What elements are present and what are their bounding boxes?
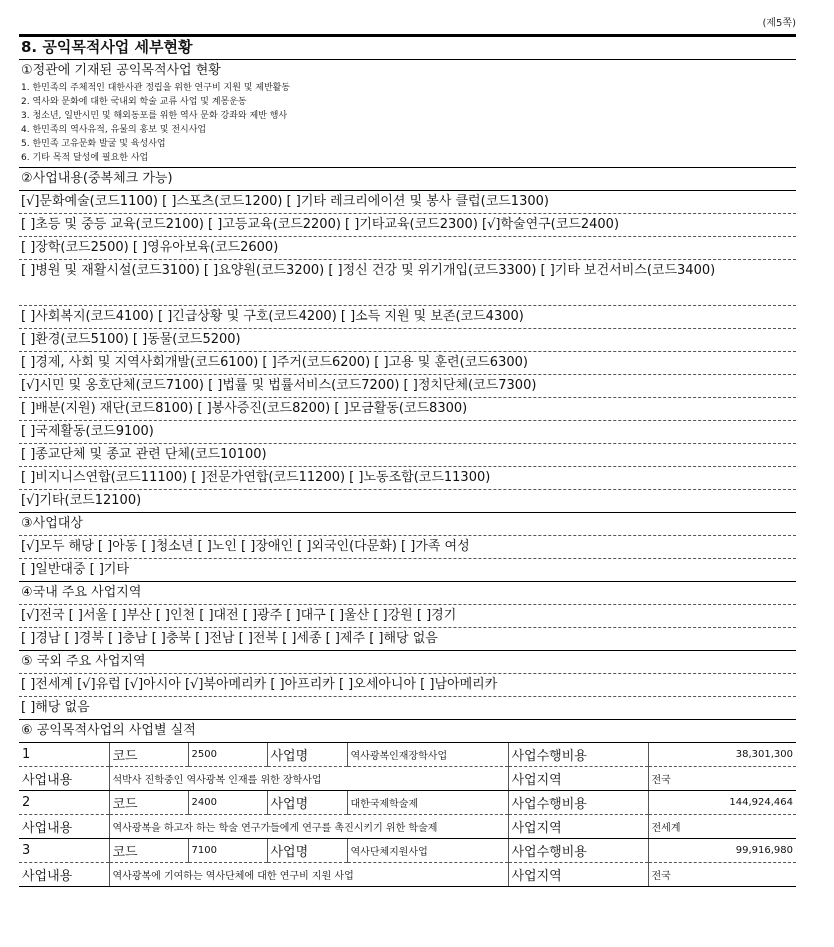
overseas-region-header: ⑤ 국외 주요 사업지역: [19, 651, 796, 674]
business-content-line: [ ]비지니스연합(코드11100) [ ]전문가연합(코드11200) [ ]노동조합(코드11300): [19, 467, 796, 490]
business-content-line: [ ]국제활동(코드9100): [19, 421, 796, 444]
project-content: 역사광복에 기여하는 역사단체에 대한 연구비 지원 사업: [109, 863, 508, 887]
page-number: (제5쪽): [762, 18, 796, 29]
purpose-item: 5. 한민족 고유문화 발굴 및 육성사업: [21, 139, 166, 149]
code-label: 코드: [109, 743, 188, 767]
business-content-line: [ ]배분(지원) 재단(코드8100) [ ]봉사증진(코드8200) [ ]모금활동(코드8300): [19, 398, 796, 421]
project-cost: 144,924,464: [648, 791, 796, 815]
region-label: 사업지역: [508, 815, 648, 839]
cost-label: 사업수행비용: [508, 791, 648, 815]
cost-label: 사업수행비용: [508, 839, 648, 863]
business-content-line: [ ]초등 및 중등 교육(코드2100) [ ]고등교육(코드2200) [ ]기타교육(코드2300) [√]학술연구(코드2400): [19, 214, 796, 237]
project-code: 2400: [188, 791, 267, 815]
business-content-line: [ ]병원 및 재활시설(코드3100) [ ]요양원(코드3200) [ ]정신 건강 및 위기개입(코드3300) [ ]기타 보건서비스(코드3400): [19, 260, 796, 306]
project-no: 3: [19, 839, 109, 863]
project-no: 2: [19, 791, 109, 815]
domestic-region-header: ④국내 주요 사업지역: [19, 582, 796, 605]
content-label: 사업내용: [19, 863, 109, 887]
performance-header: ⑥ 공익목적사업의 사업별 실적: [19, 720, 796, 743]
target-header: ③사업대상: [19, 513, 796, 536]
purpose-item: 1. 한민족의 주체적인 대한사관 정립을 위한 연구비 지원 및 제반활동: [21, 83, 291, 93]
purpose-item: 2. 역사와 문화에 대한 국내외 학술 교류 사업 및 계몽운동: [21, 97, 247, 107]
name-label: 사업명: [267, 839, 347, 863]
project-region: 전세계: [648, 815, 796, 839]
project-no: 1: [19, 743, 109, 767]
target-line: [√]모두 해당 [ ]아동 [ ]청소년 [ ]노인 [ ]장애인 [ ]외국인(다문화) [ ]가족 여성: [19, 536, 796, 559]
target-line: [ ]일반대중 [ ]기타: [19, 559, 796, 582]
region-label: 사업지역: [508, 767, 648, 791]
business-content-line: [√]문화예술(코드1100) [ ]스포츠(코드1200) [ ]기타 레크리에이션 및 봉사 클럽(코드1300): [19, 191, 796, 214]
name-label: 사업명: [267, 743, 347, 767]
table-row: [19, 839, 796, 863]
articles-purpose-header: ①정관에 기재된 공익목적사업 현황: [21, 63, 221, 78]
overseas-region-line: [ ]전세계 [√]유럽 [√]아시아 [√]북아메리카 [ ]아프리카 [ ]오세아니아 [ ]남아메리카: [19, 674, 796, 697]
section-title: 8. 공익목적사업 세부현황: [19, 34, 796, 60]
business-content-line: [ ]환경(코드5100) [ ]동물(코드5200): [19, 329, 796, 352]
name-label: 사업명: [267, 791, 347, 815]
project-name: 역사단체지원사업: [347, 839, 508, 863]
project-name: 대한국제학술제: [347, 791, 508, 815]
business-content-line: [ ]종교단체 및 종교 관련 단체(코드10100): [19, 444, 796, 467]
purpose-item: 6. 기타 목적 달성에 필요한 사업: [21, 153, 149, 163]
region-label: 사업지역: [508, 863, 648, 887]
project-cost: 38,301,300: [648, 743, 796, 767]
business-content-line: [ ]장학(코드2500) [ ]영유아보육(코드2600): [19, 237, 796, 260]
code-label: 코드: [109, 791, 188, 815]
project-code: 7100: [188, 839, 267, 863]
project-name: 역사광복인재장학사업: [347, 743, 508, 767]
purpose-item: 4. 한민족의 역사유적, 유물의 홍보 및 전시사업: [21, 125, 207, 135]
business-content-line: [√]시민 및 옹호단체(코드7100) [ ]법률 및 법률서비스(코드7200) [ ]정치단체(코드7300): [19, 375, 796, 398]
table-row: [19, 767, 796, 791]
table-row: [19, 815, 796, 839]
purpose-item: 3. 청소년, 일반시민 및 해외동포를 위한 역사 문화 강좌와 제반 행사: [21, 111, 288, 121]
project-content: 석박사 진학중인 역사광복 인재를 위한 장학사업: [109, 767, 508, 791]
business-content-line: [ ]경제, 사회 및 지역사회개발(코드6100) [ ]주거(코드6200) [ ]고용 및 훈련(코드6300): [19, 352, 796, 375]
domestic-region-line: [ ]경남 [ ]경북 [ ]충남 [ ]충북 [ ]전남 [ ]전북 [ ]세종 [ ]제주 [ ]해당 없음: [19, 628, 796, 651]
business-content-header: ②사업내용(중복체크 가능): [19, 168, 796, 191]
overseas-region-line: [ ]해당 없음: [19, 697, 796, 720]
project-content: 역사광복을 하고자 하는 학술 연구가들에게 연구를 촉진시키기 위한 학술제: [109, 815, 508, 839]
content-label: 사업내용: [19, 815, 109, 839]
table-row: [19, 743, 796, 767]
project-code: 2500: [188, 743, 267, 767]
performance-table: [19, 743, 796, 887]
project-cost: 99,916,980: [648, 839, 796, 863]
project-region: 전국: [648, 767, 796, 791]
cost-label: 사업수행비용: [508, 743, 648, 767]
table-row: [19, 863, 796, 887]
content-label: 사업내용: [19, 767, 109, 791]
code-label: 코드: [109, 839, 188, 863]
form-body: [19, 60, 796, 887]
table-row: [19, 791, 796, 815]
business-content-line: [√]기타(코드12100): [19, 490, 796, 513]
domestic-region-line: [√]전국 [ ]서울 [ ]부산 [ ]인천 [ ]대전 [ ]광주 [ ]대구 [ ]울산 [ ]강원 [ ]경기: [19, 605, 796, 628]
articles-purpose-list: [19, 60, 796, 168]
project-region: 전국: [648, 863, 796, 887]
business-content-line: [ ]사회복지(코드4100) [ ]긴급상황 및 구호(코드4200) [ ]소득 지원 및 보존(코드4300): [19, 306, 796, 329]
